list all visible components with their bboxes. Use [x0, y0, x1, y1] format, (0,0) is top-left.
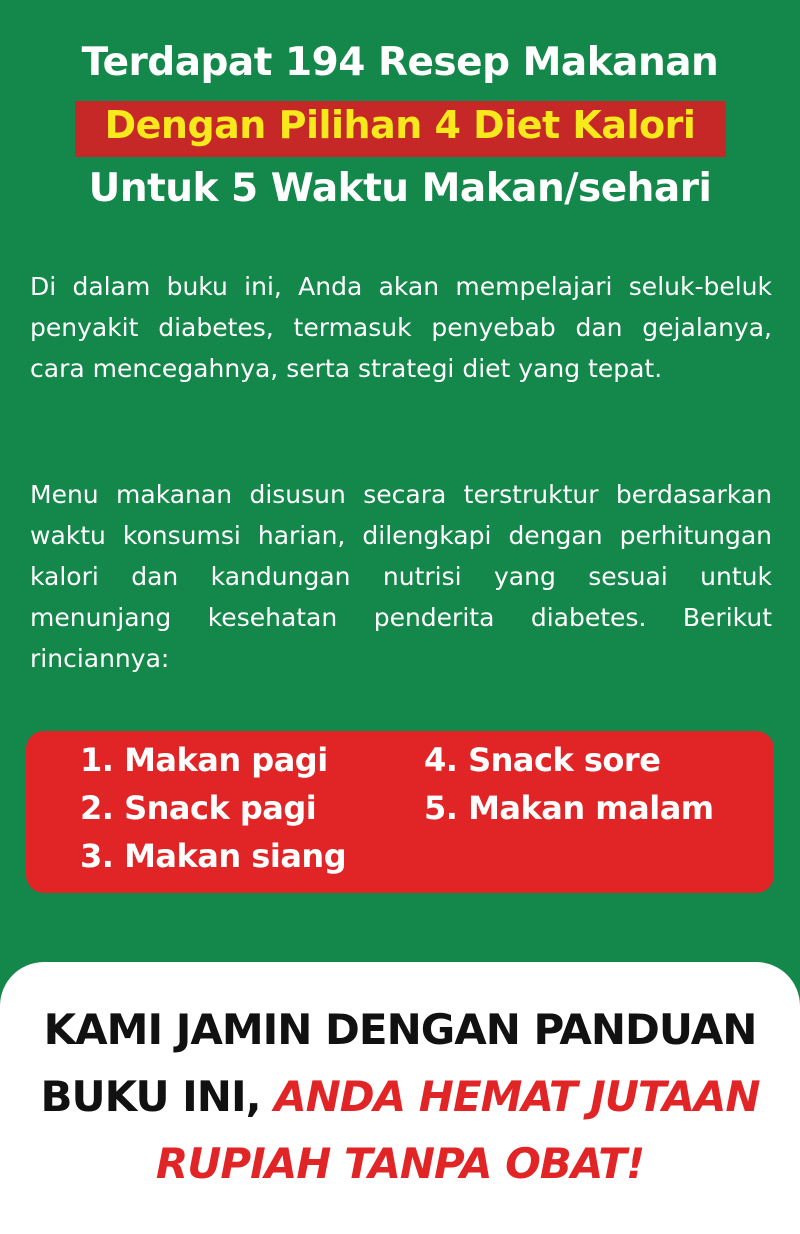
meal-item-breakfast: 1. Makan pagi: [80, 741, 328, 779]
headline-recipes: Terdapat 194 Resep Makanan: [81, 40, 719, 85]
guarantee-line-2: [0, 1072, 800, 1121]
description-paragraph-1: Di dalam buku ini, Anda akan mempelajari seluk-beluk penyakit diabetes, termasuk penyebab dan gejalanya, cara mencegahnya, serta strategi diet yang tepat.: [30, 272, 772, 383]
headline-meal-times: Untuk 5 Waktu Makan/sehari: [88, 166, 712, 211]
description-paragraph-2: Menu makanan disusun secara terstruktur berdasarkan waktu konsumsi harian, dilengkapi dengan perhitungan kalori dan kandungan nutrisi yang sesuai untuk menunjang kesehatan penderita diabetes. Berikut rinciannya:: [30, 480, 772, 673]
guarantee-line-2-red: ANDA HEMAT JUTAAN: [274, 1072, 760, 1121]
guarantee-line-1: KAMI JAMIN DENGAN PANDUAN: [43, 1005, 757, 1054]
meal-item-lunch: 3. Makan siang: [80, 837, 347, 875]
meal-item-morning-snack: 2. Snack pagi: [80, 789, 317, 827]
meal-item-dinner: 5. Makan malam: [424, 789, 714, 827]
headline-diet-options: Dengan Pilihan 4 Diet Kalori: [104, 103, 696, 147]
meal-item-afternoon-snack: 4. Snack sore: [424, 741, 661, 779]
guarantee-line-3: RUPIAH TANPA OBAT!: [155, 1139, 645, 1188]
guarantee-line-2-black: BUKU INI,: [40, 1072, 261, 1121]
